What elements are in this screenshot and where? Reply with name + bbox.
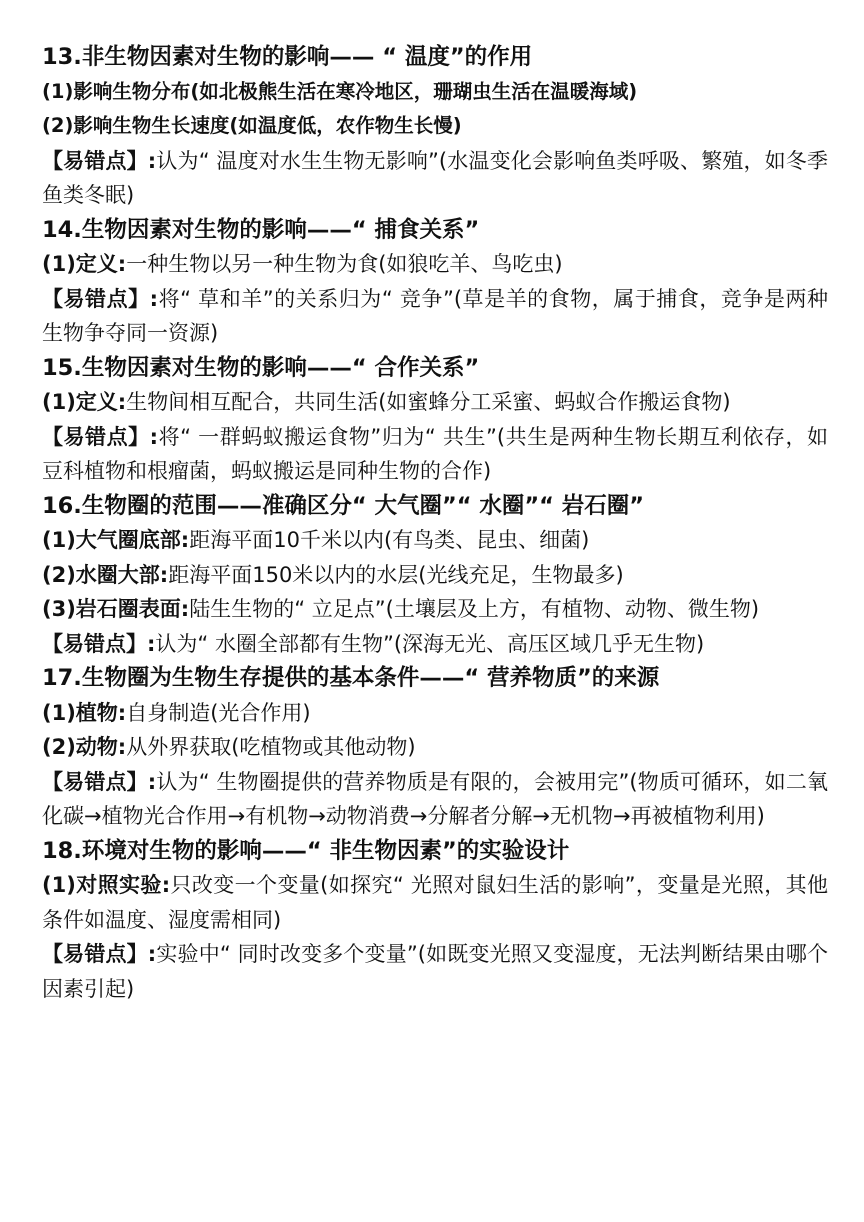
point-text: 距海平面10千米以内(有鸟类、昆虫、细菌)	[189, 528, 590, 552]
point-label: (2)水圈大部:	[42, 562, 169, 587]
point-line	[42, 385, 828, 420]
mistake-label: 【易错点】:	[42, 286, 159, 311]
mistake-note	[42, 282, 828, 351]
point-text: 陆生生物的“ 立足点”(土壤层及上方，有植物、动物、微生物)	[189, 597, 760, 621]
point-text: 距海平面150米以内的水层(光线充足，生物最多)	[168, 562, 624, 587]
point-text: 一种生物以另一种生物为食(如狼吃羊、鸟吃虫)	[126, 252, 563, 276]
mistake-note	[42, 765, 828, 834]
point-line	[42, 868, 828, 937]
mistake-text: 认为“ 温度对水生生物无影响”(水温变化会影响鱼类呼吸、繁殖，如冬季鱼类冬眠)	[42, 148, 829, 207]
section-title: 13.非生物因素对生物的影响—— “ 温度”的作用	[42, 44, 533, 70]
point-line	[42, 558, 828, 593]
mistake-text: 认为“ 水圈全部都有生物”(深海无光、高压区域几乎无生物)	[155, 631, 705, 656]
mistake-text: 将“ 一群蚂蚁搬运食物”归为“ 共生”(共生是两种生物长期互利依存，如豆科植物和根瘤菌，蚂蚁搬运是同种生物的合作)	[42, 424, 828, 483]
point-text: 只改变一个变量(如探究“ 光照对鼠妇生活的影响”，变量是光照，其他条件如温度、湿度需相同)	[42, 873, 828, 932]
point-text: 从外界获取(吃植物或其他动物)	[126, 735, 416, 759]
point-label: (1)定义:	[42, 252, 127, 276]
point-line	[42, 696, 828, 731]
mistake-note	[42, 627, 828, 662]
point-label: (2)影响生物生长速度(如温度低，农作物生长慢)	[42, 114, 462, 137]
point-label: (1)定义:	[42, 390, 127, 414]
mistake-label: 【易错点】:	[42, 769, 157, 794]
point-line	[42, 75, 828, 110]
section-title: 18.环境对生物的影响——“ 非生物因素”的实验设计	[42, 837, 570, 864]
point-text: 生物间相互配合，共同生活(如蜜蜂分工采蜜、蚂蚁合作搬运食物)	[126, 390, 731, 414]
point-label: (3)岩石圈表面:	[42, 597, 190, 621]
section-title: 16.生物圈的范围——准确区分“ 大气圈”“ 水圈”“ 岩石圈”	[42, 492, 645, 519]
mistake-label: 【易错点】:	[42, 942, 157, 966]
mistake-label: 【易错点】:	[42, 148, 157, 173]
point-text: 自身制造(光合作用)	[126, 700, 311, 725]
mistake-label: 【易错点】:	[42, 424, 159, 449]
point-line	[42, 247, 828, 282]
mistake-note	[42, 144, 828, 213]
mistake-note	[42, 420, 828, 489]
point-label: (1)植物:	[42, 700, 127, 725]
point-label: (1)影响生物分布(如北极熊生活在寒冷地区，珊瑚虫生活在温暖海域)	[42, 79, 638, 103]
section-title: 14.生物因素对生物的影响——“ 捕食关系”	[42, 216, 480, 243]
point-line	[42, 523, 828, 558]
point-label: (1)对照实验:	[42, 873, 171, 897]
mistake-text: 认为“ 生物圈提供的营养物质是有限的，会被用完”(物质可循环，如二氧化碳→植物光合作用→有机物→动物消费→分解者分解→无机物→再被植物利用)	[42, 769, 829, 828]
point-line	[42, 592, 828, 627]
point-line	[42, 730, 828, 765]
point-line	[42, 109, 828, 144]
section-title: 15.生物因素对生物的影响——“ 合作关系”	[42, 354, 480, 381]
point-label: (1)大气圈底部:	[42, 528, 190, 552]
mistake-label: 【易错点】:	[42, 631, 156, 656]
mistake-text: 实验中“ 同时改变多个变量”(如既变光照又变湿度，无法判断结果由哪个因素引起)	[42, 942, 829, 1001]
point-label: (2)动物:	[42, 735, 127, 759]
mistake-text: 将“ 草和羊”的关系归为“ 竞争”(草是羊的食物，属于捕食，竞争是两种生物争夺同一资源)	[42, 286, 828, 345]
section-title: 17.生物圈为生物生存提供的基本条件——“ 营养物质”的来源	[42, 665, 660, 691]
mistake-note	[42, 937, 828, 1006]
